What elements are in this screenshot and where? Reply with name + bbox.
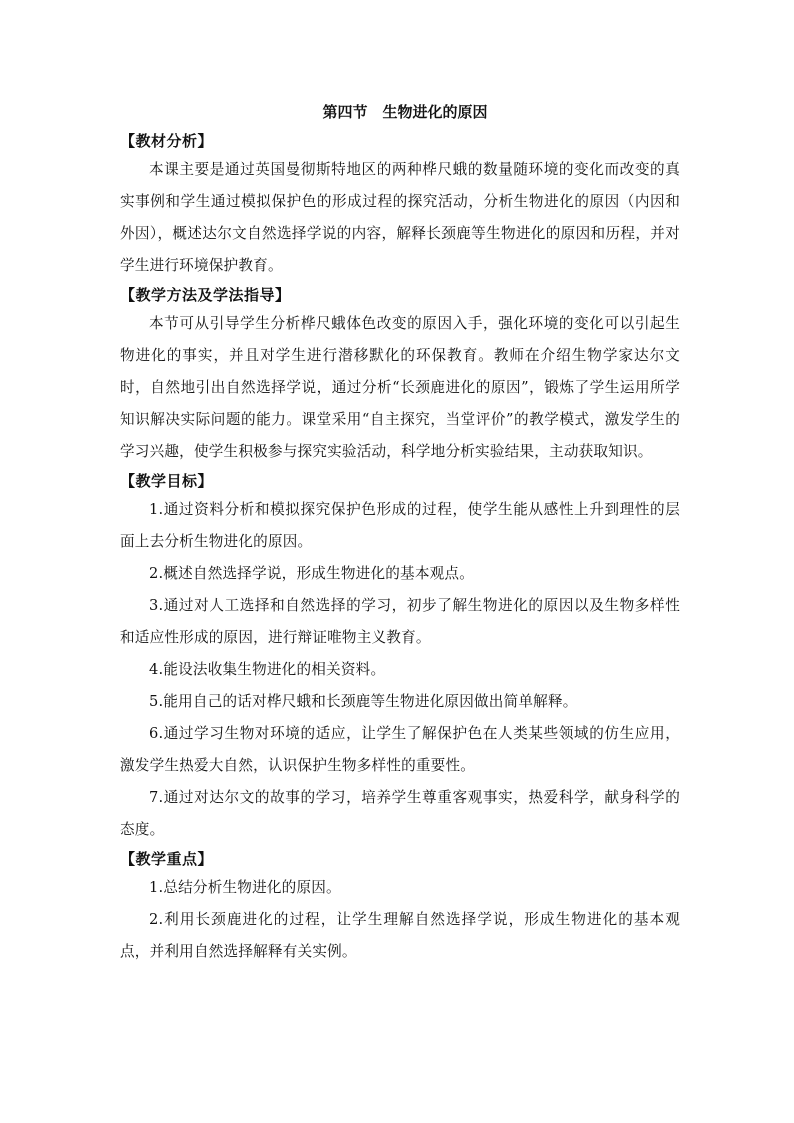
list-item: 1.通过资料分析和模拟探究保护色形成的过程，使学生能从感性上升到理性的层面上去分析生物进化的原因。 [120,501,680,550]
paragraph: 本课主要是通过英国曼彻斯特地区的两种桦尺蛾的数量随环境的变化而改变的真实事例和学生通过模拟保护色的形成过程的探究活动，分析生物进化的原因（内因和外因），概述达尔文自然选择学说的内容，解释长颈鹿等生物进化的原因和历程，并对学生进行环境保护教育。 [120,161,680,274]
section-heading: 【教学方法及学法指导】 [120,286,291,304]
list-item: 5.能用自己的话对桦尺蛾和长颈鹿等生物进化原因做出简单解释。 [149,693,578,710]
section-teaching-goals [120,468,680,846]
document-title: 第四节 生物进化的原因 [322,103,488,121]
section-heading: 【教学目标】 [120,472,214,490]
list-item: 6.通过学习生物对环境的适应，让学生了解保护色在人类某些领域的仿生应用，激发学生热爱大自然，认识保护生物多样性的重要性。 [120,725,680,774]
list-item: 7.通过对达尔文的故事的学习，培养学生尊重客观事实，热爱科学，献身科学的态度。 [120,789,680,838]
list-item: 2.概述自然选择学说，形成生物进化的基本观点。 [149,565,474,582]
list-item: 4.能设法收集生物进化的相关资料。 [149,661,386,678]
list-item: 3.通过对人工选择和自然选择的学习，初步了解生物进化的原因以及生物多样性和适应性形成的原因，进行辩证唯物主义教育。 [120,597,680,646]
document-page [120,100,680,968]
section-teaching-focus [120,846,680,968]
paragraph: 本节可从引导学生分析桦尺蛾体色改变的原因入手，强化环境的变化可以引起生物进化的事实，并且对学生进行潜移默化的环保教育。教师在介绍生物学家达尔文时，自然地引出自然选择学说，通过分析“长颈鹿进化的原因”，锻炼了学生运用所学知识解决实际问题的能力。课堂采用“自主探究，当堂评价”的教学模式，激发学生的学习兴趣，使学生积极参与探究实验活动，科学地分析实验结果，主动获取知识。 [120,315,680,460]
section-textbook-analysis [120,128,680,282]
section-heading: 【教学重点】 [120,850,214,868]
section-teaching-methods [120,282,680,468]
section-heading: 【教材分析】 [120,132,214,150]
list-item: 2.利用长颈鹿进化的过程，让学生理解自然选择学说，形成生物进化的基本观点，并利用自然选择解释有关实例。 [120,911,680,960]
list-item: 1.总结分析生物进化的原因。 [149,879,341,896]
